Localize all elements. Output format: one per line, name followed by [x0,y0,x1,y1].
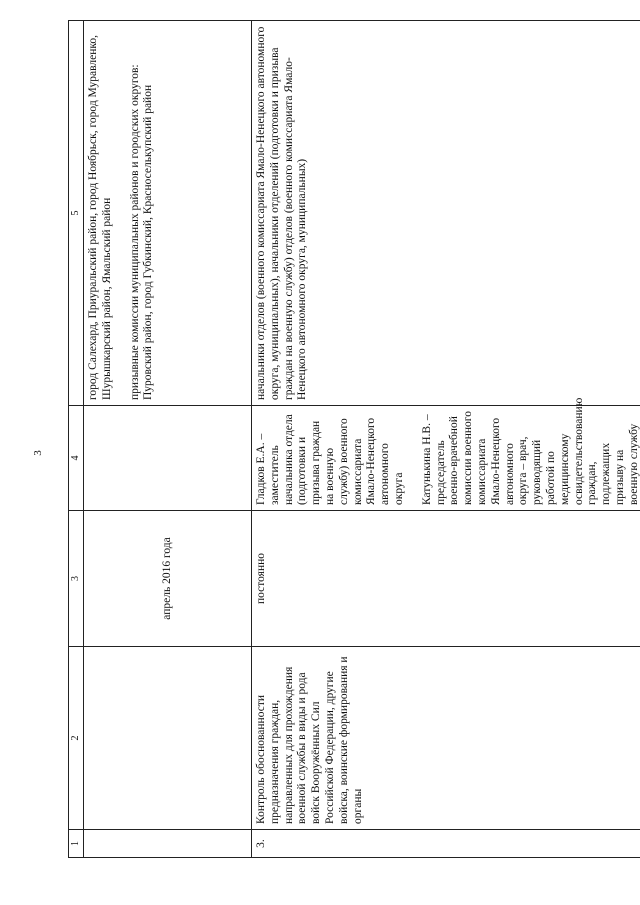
row-3-responsible [252,397,640,511]
spacer [115,26,129,400]
page-number: 3 [32,450,44,456]
row-3-term: постоянно [252,511,640,647]
row-prev-responsible [84,406,252,511]
row-prev-term: апрель 2016 года [84,511,252,647]
table-row-continued [84,21,252,858]
header-col-5: 5 [69,21,84,406]
table-header-row [69,21,84,858]
row-3-responsible-b: Катунькина Н.В. – председатель военно-врачебной комиссии военного комиссариата Ямало-Ненецкого автономного округа – врач, руководящий работой по медицинскому освидетельствованию граждан, подлежащих призыву на военную службу [420,397,640,505]
row-3-num: 3. [252,830,640,858]
row-prev-executors-part-b: призывные комиссии муниципальных районов и городских округов: Пуровский район, город Губкинский, Красноселькупский район [128,64,155,400]
row-3-name: Контроль обоснованности предназначения граждан, направленных для прохождения военной службы в виды и рода войск Вооружённых Сил Российской Федерации, другие войска, воинские формирования и органы [252,647,640,830]
plan-table [68,20,640,858]
header-col-4: 4 [69,406,84,511]
row-3-executors: начальники отделов (военного комиссариата Ямало-Ненецкого автономного округа, муниципальных), начальники отделений (подготовки и призыва граждан на военную службу) отделов (военного комиссариата Ямало-Ненецкого автономного округа, муниципальных) [252,21,640,406]
row-prev-executors [84,21,252,406]
row-prev-num [84,830,252,858]
spacer [407,411,421,505]
row-prev-name [84,647,252,830]
header-col-2: 2 [69,647,84,830]
row-prev-executors-part-a: город Салехард, Приуральский район, город Ноябрьск, город Муравленко, Шурышкарский район, Ямальский район [87,35,113,400]
row-3-responsible-a: Гладков Е.А. – заместитель начальника отдела (подготовки и призыва граждан на военную службу) военного комиссариата Ямало-Ненецкого автономного округа [255,414,405,505]
header-col-3: 3 [69,511,84,647]
header-col-1: 1 [69,830,84,858]
table-row-3 [252,21,640,858]
plan-table-rotated [68,20,640,858]
